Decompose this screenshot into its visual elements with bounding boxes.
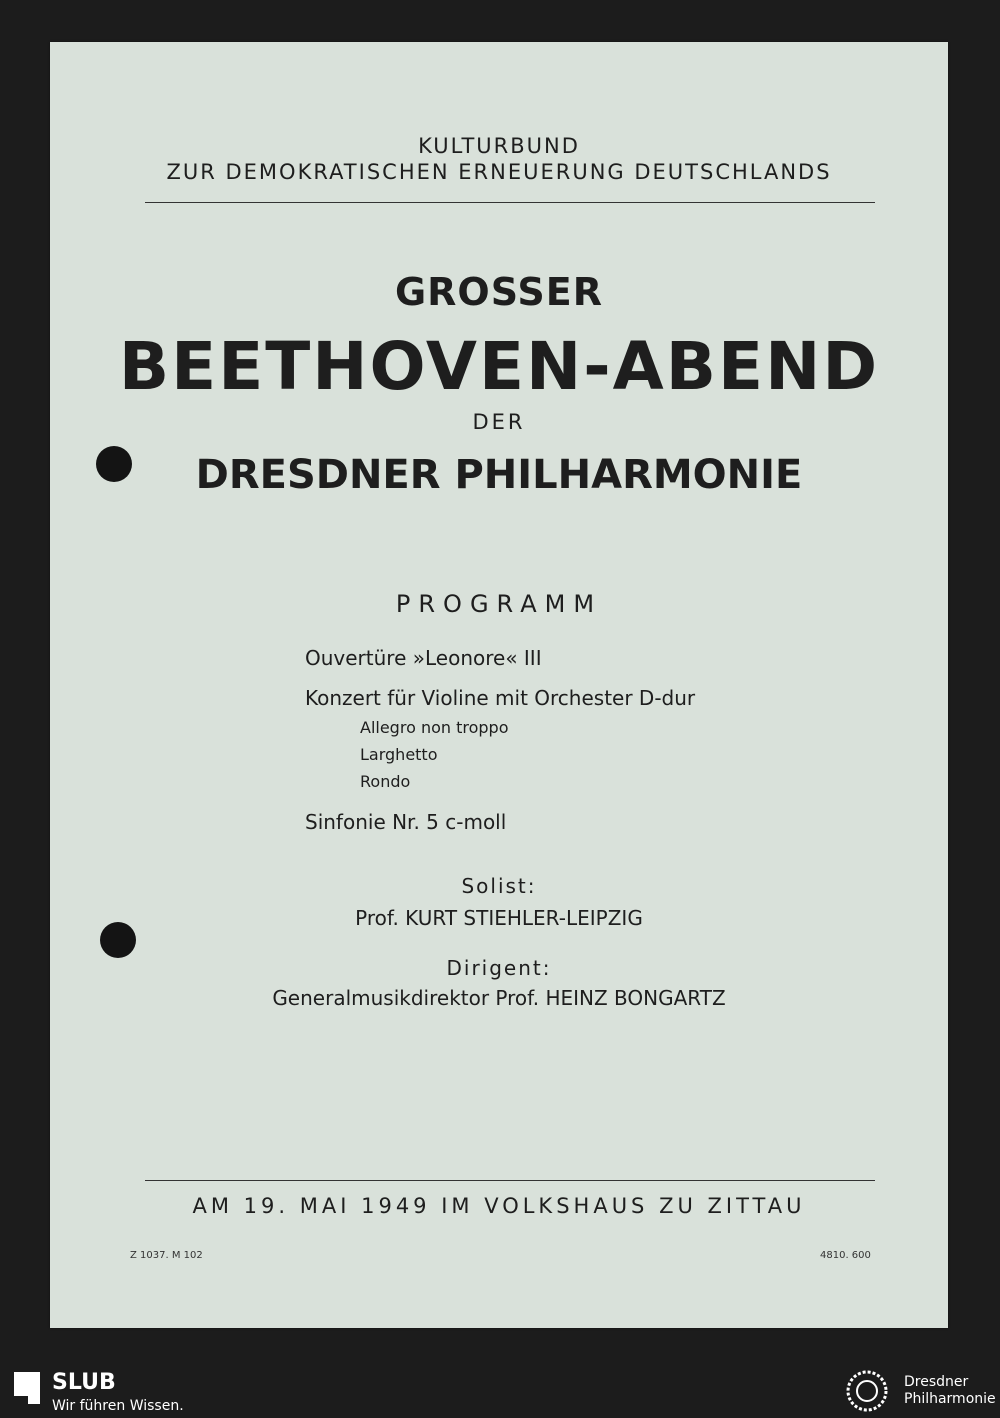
brand-bar	[0, 1362, 1000, 1418]
program-item-1: Ouvertüre »Leonore« III	[305, 646, 542, 670]
event-date-venue: AM 19. MAI 1949 IM VOLKSHAUS ZU ZITTAU	[192, 1194, 806, 1218]
organization-line-1: KULTURBUND	[418, 134, 580, 158]
header-divider	[145, 202, 875, 203]
title-grosser: GROSSER	[394, 270, 603, 314]
movement-2: Larghetto	[360, 745, 438, 764]
conductor-label: Dirigent:	[446, 956, 552, 980]
footer-divider	[145, 1180, 875, 1181]
print-code-right: 4810. 600	[820, 1250, 871, 1261]
organization-line-2: ZUR DEMOKRATISCHEN ERNEUERUNG DEUTSCHLANDS	[166, 160, 832, 184]
slub-logo-icon	[14, 1372, 40, 1404]
program-item-3: Sinfonie Nr. 5 c-moll	[305, 810, 507, 834]
movement-3: Rondo	[360, 772, 411, 791]
soloist-name: Prof. KURT STIEHLER-LEIPZIG	[355, 906, 643, 930]
title-der: DER	[472, 410, 526, 434]
conductor-name: Generalmusikdirektor Prof. HEINZ BONGARTZ	[272, 986, 726, 1010]
partner-name-line-2: Philharmonie	[904, 1391, 996, 1407]
print-code-left: Z 1037. M 102	[130, 1250, 203, 1261]
slub-tagline: Wir führen Wissen.	[52, 1398, 184, 1414]
slub-name: SLUB	[52, 1370, 116, 1395]
philharmonie-logo-icon	[846, 1370, 888, 1412]
soloist-label: Solist:	[461, 874, 537, 898]
program-heading: PROGRAMM	[395, 590, 603, 618]
program-sheet	[50, 42, 948, 1328]
partner-name-line-1: Dresdner	[904, 1374, 969, 1390]
program-item-2: Konzert für Violine mit Orchester D-dur	[305, 686, 696, 710]
title-beethoven-abend: BEETHOVEN-ABEND	[118, 328, 880, 405]
movement-1: Allegro non troppo	[360, 718, 509, 737]
title-dresdner-philharmonie: DRESDNER PHILHARMONIE	[195, 452, 803, 498]
